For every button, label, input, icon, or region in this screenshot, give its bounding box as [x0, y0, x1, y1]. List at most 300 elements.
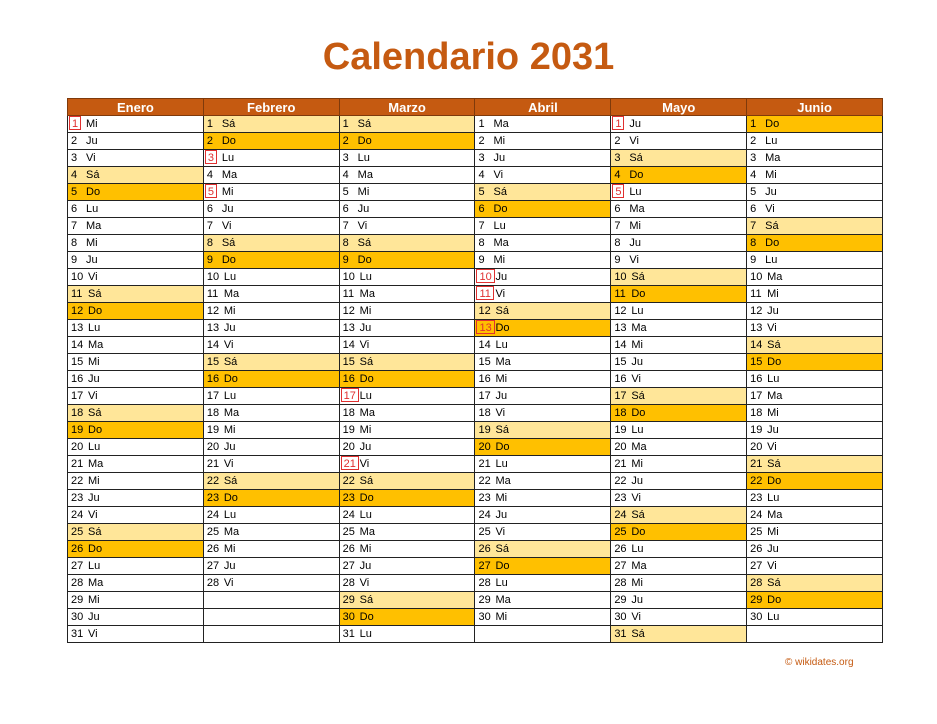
weekday-label: Do [223, 492, 238, 504]
day-number: 10 [614, 271, 627, 283]
weekday-label: Vi [86, 152, 96, 164]
weekday-label: Sá [493, 186, 507, 198]
weekday-label: Ma [357, 169, 373, 181]
day-number: 15 [614, 356, 627, 368]
day-cell [203, 490, 339, 507]
day-row [68, 490, 883, 507]
day-number: 25 [614, 526, 627, 538]
weekday-label: Mi [223, 424, 236, 436]
day-number: 5 [71, 186, 78, 198]
weekday-label: Ma [88, 577, 104, 589]
day-number: 26 [71, 543, 84, 555]
weekday-label: Lu [88, 560, 101, 572]
day-cell [339, 473, 475, 490]
page-title: Calendario 2031 [322, 36, 615, 78]
day-number: 9 [342, 254, 349, 266]
day-number: 9 [614, 254, 621, 266]
day-number: 11 [342, 288, 355, 300]
day-cell [611, 456, 747, 473]
day-number: 29 [614, 594, 627, 606]
day-cell [203, 269, 339, 286]
day-number: 22 [342, 475, 355, 487]
day-cell [203, 422, 339, 439]
weekday-label: Sá [223, 475, 238, 487]
day-cell [747, 388, 883, 405]
day-cell [203, 405, 339, 422]
day-number: 19 [342, 424, 355, 436]
day-number: 1 [478, 118, 485, 130]
day-number: 12 [478, 305, 491, 317]
day-cell [611, 490, 747, 507]
weekday-label: Vi [357, 220, 368, 232]
weekday-label: Do [631, 407, 646, 419]
holiday-marker: 17 [341, 388, 359, 402]
day-number [340, 388, 358, 404]
weekday-label: Lu [631, 305, 644, 317]
day-cell [747, 371, 883, 388]
weekday-label: Mi [631, 339, 643, 351]
day-cell [747, 405, 883, 422]
weekday-label: Vi [631, 611, 641, 623]
day-row [68, 269, 883, 286]
day-cell [747, 490, 883, 507]
day-row [68, 422, 883, 439]
day-row [68, 439, 883, 456]
day-cell [475, 405, 611, 422]
weekday-label: Do [631, 526, 646, 538]
day-cell [68, 286, 204, 303]
day-number: 4 [478, 169, 485, 181]
day-number: 10 [750, 271, 763, 283]
weekday-label: Mi [86, 237, 98, 249]
day-row [68, 218, 883, 235]
day-cell [475, 150, 611, 167]
day-number: 27 [71, 560, 84, 572]
day-cell [339, 405, 475, 422]
weekday-label: Ma [493, 118, 509, 130]
day-number: 20 [750, 441, 763, 453]
day-cell [747, 337, 883, 354]
day-cell [339, 422, 475, 439]
day-cell [203, 116, 339, 133]
day-number: 11 [750, 288, 762, 300]
day-number: 28 [342, 577, 355, 589]
day-cell [203, 201, 339, 218]
weekday-label: Ma [495, 356, 511, 368]
day-number: 29 [478, 594, 491, 606]
weekday-label: Do [88, 305, 103, 317]
weekday-label: Do [359, 492, 374, 504]
weekday-label: Ju [765, 186, 777, 198]
day-number: 31 [342, 628, 355, 640]
weekday-label: Vi [359, 577, 370, 589]
weekday-label: Ju [86, 135, 98, 147]
day-number: 3 [750, 152, 757, 164]
day-cell [747, 541, 883, 558]
day-row [68, 167, 883, 184]
day-cell [339, 235, 475, 252]
day-number: 20 [614, 441, 627, 453]
weekday-label: Vi [359, 458, 370, 470]
day-number: 21 [478, 458, 491, 470]
weekday-label: Sá [88, 288, 102, 300]
day-cell [68, 201, 204, 218]
day-number: 14 [342, 339, 355, 351]
day-number: 6 [342, 203, 349, 215]
day-cell [747, 558, 883, 575]
weekday-label: Mi [223, 543, 236, 555]
weekday-label: Sá [86, 169, 100, 181]
day-number: 15 [342, 356, 355, 368]
day-number: 29 [342, 594, 355, 606]
weekday-label: Ju [223, 441, 236, 453]
weekday-label: Lu [88, 322, 101, 334]
day-cell [611, 626, 747, 643]
day-number: 1 [206, 118, 213, 130]
holiday-marker: 5 [612, 184, 624, 198]
day-number [340, 456, 358, 472]
day-cell [747, 456, 883, 473]
day-number: 21 [750, 458, 763, 470]
weekday-label: Sá [631, 628, 645, 640]
day-number: 9 [750, 254, 757, 266]
day-cell [339, 320, 475, 337]
day-row [68, 388, 883, 405]
weekday-label: Do [223, 373, 238, 385]
day-number: 8 [342, 237, 349, 249]
weekday-label: Sá [359, 475, 374, 487]
day-number: 17 [478, 390, 491, 402]
holiday-marker: 13 [476, 320, 494, 334]
day-cell [611, 558, 747, 575]
day-number: 12 [206, 305, 220, 317]
day-cell [747, 252, 883, 269]
day-number: 27 [342, 560, 355, 572]
day-cell [747, 218, 883, 235]
day-cell [747, 116, 883, 133]
day-row [68, 558, 883, 575]
weekday-label: Sá [223, 356, 238, 368]
day-cell [203, 575, 339, 592]
weekday-label: Ma [767, 271, 783, 283]
day-number: 22 [206, 475, 220, 487]
day-cell [203, 558, 339, 575]
day-cell [475, 422, 611, 439]
day-number: 7 [478, 220, 485, 232]
weekday-label: Sá [631, 509, 645, 521]
day-cell [475, 184, 611, 201]
empty-cell [203, 592, 339, 609]
month-header-enero: Enero [68, 99, 204, 116]
day-number: 19 [478, 424, 491, 436]
day-cell [68, 337, 204, 354]
weekday-label: Mi [359, 543, 372, 555]
weekday-label: Lu [495, 577, 508, 589]
day-cell [68, 575, 204, 592]
day-cell [611, 575, 747, 592]
day-row [68, 337, 883, 354]
day-number: 22 [478, 475, 491, 487]
day-row [68, 456, 883, 473]
weekday-label: Do [765, 237, 780, 249]
day-cell [475, 218, 611, 235]
weekday-label: Ma [495, 594, 511, 606]
day-cell [203, 456, 339, 473]
weekday-label: Lu [357, 152, 370, 164]
day-number [475, 320, 493, 336]
day-number: 17 [71, 390, 84, 402]
day-cell [611, 167, 747, 184]
weekday-label: Ma [767, 509, 783, 521]
day-number: 4 [750, 169, 757, 181]
day-cell [475, 524, 611, 541]
day-cell [203, 371, 339, 388]
day-number [475, 269, 493, 285]
weekday-label: Vi [629, 135, 639, 147]
day-number: 31 [614, 628, 627, 640]
weekday-label: Ju [88, 373, 100, 385]
weekday-label: Mi [223, 305, 236, 317]
day-cell [611, 320, 747, 337]
day-cell [611, 473, 747, 490]
holiday-marker: 5 [205, 184, 217, 198]
day-cell [203, 507, 339, 524]
day-number: 26 [206, 543, 220, 555]
day-number: 7 [206, 220, 213, 232]
day-cell [339, 626, 475, 643]
weekday-label: Lu [223, 271, 237, 283]
day-number: 8 [71, 237, 78, 249]
day-row [68, 371, 883, 388]
day-cell [475, 303, 611, 320]
day-number: 25 [71, 526, 84, 538]
day-number: 23 [614, 492, 627, 504]
weekday-label: Lu [631, 424, 644, 436]
day-row [68, 150, 883, 167]
day-number: 15 [71, 356, 84, 368]
holiday-marker: 3 [205, 150, 217, 164]
day-cell [475, 388, 611, 405]
weekday-label: Ma [88, 339, 104, 351]
day-number: 14 [614, 339, 627, 351]
weekday-label: Lu [631, 543, 644, 555]
weekday-label: Mi [767, 526, 779, 538]
day-number: 18 [342, 407, 355, 419]
day-cell [68, 439, 204, 456]
weekday-label: Ma [221, 169, 238, 181]
day-number: 2 [478, 135, 485, 147]
day-number: 22 [71, 475, 84, 487]
day-row [68, 507, 883, 524]
day-number: 2 [342, 135, 349, 147]
day-cell [339, 575, 475, 592]
weekday-label: Ju [767, 543, 779, 555]
day-number: 19 [614, 424, 627, 436]
weekday-label: Vi [631, 492, 641, 504]
day-cell [68, 116, 204, 133]
month-header-febrero: Febrero [203, 99, 339, 116]
weekday-label: Do [221, 254, 236, 266]
day-cell [339, 303, 475, 320]
weekday-label: Lu [359, 390, 372, 402]
day-number [68, 116, 84, 132]
day-cell [203, 439, 339, 456]
day-row [68, 201, 883, 218]
day-cell [68, 456, 204, 473]
weekday-label: Lu [493, 220, 506, 232]
day-cell [339, 507, 475, 524]
weekday-label: Vi [495, 288, 506, 300]
day-number: 19 [750, 424, 763, 436]
day-number: 3 [342, 152, 349, 164]
weekday-label: Sá [221, 118, 236, 130]
day-cell [203, 286, 339, 303]
day-cell [68, 507, 204, 524]
day-number: 20 [71, 441, 84, 453]
weekday-label: Sá [495, 543, 509, 555]
day-cell [475, 286, 611, 303]
day-cell [611, 524, 747, 541]
day-number: 24 [71, 509, 84, 521]
weekday-label: Mi [495, 611, 508, 623]
day-number: 4 [342, 169, 349, 181]
day-number: 16 [342, 373, 355, 385]
day-number: 29 [71, 594, 84, 606]
weekday-label: Ju [495, 390, 508, 402]
day-cell [611, 422, 747, 439]
day-number: 2 [71, 135, 78, 147]
day-cell [747, 609, 883, 626]
day-cell [203, 337, 339, 354]
day-row [68, 303, 883, 320]
empty-cell [747, 626, 883, 643]
day-number: 4 [206, 169, 213, 181]
weekday-label: Vi [493, 169, 504, 181]
day-number: 25 [750, 526, 763, 538]
day-number: 10 [342, 271, 355, 283]
day-cell [68, 184, 204, 201]
day-number: 6 [71, 203, 78, 215]
day-cell [339, 201, 475, 218]
day-number: 26 [750, 543, 763, 555]
day-cell [475, 116, 611, 133]
day-cell [611, 337, 747, 354]
day-cell [68, 405, 204, 422]
weekday-label: Ju [223, 560, 236, 572]
weekday-label: Mi [631, 577, 643, 589]
day-cell [339, 354, 475, 371]
weekday-label: Lu [767, 373, 780, 385]
day-number: 24 [342, 509, 355, 521]
weekday-label: Ju [767, 305, 779, 317]
day-cell [339, 439, 475, 456]
day-cell [203, 524, 339, 541]
day-cell [747, 592, 883, 609]
weekday-label: Sá [495, 305, 509, 317]
weekday-label: Sá [88, 526, 102, 538]
day-cell [68, 558, 204, 575]
weekday-label: Mi [495, 373, 508, 385]
day-number: 14 [750, 339, 763, 351]
weekday-label: Vi [767, 322, 777, 334]
day-cell [747, 354, 883, 371]
day-cell [475, 371, 611, 388]
weekday-label: Vi [495, 407, 506, 419]
day-number: 27 [614, 560, 627, 572]
day-number: 11 [614, 288, 626, 300]
day-cell [611, 405, 747, 422]
weekday-label: Sá [221, 237, 236, 249]
weekday-label: Vi [223, 458, 234, 470]
weekday-label: Do [495, 322, 510, 334]
day-cell [747, 133, 883, 150]
day-cell [611, 592, 747, 609]
day-cell [203, 541, 339, 558]
day-cell [339, 541, 475, 558]
holiday-marker: 21 [341, 456, 359, 470]
weekday-label: Ju [631, 594, 643, 606]
weekday-label: Do [493, 203, 508, 215]
weekday-label: Ju [359, 441, 372, 453]
day-number: 7 [71, 220, 78, 232]
day-number [475, 286, 493, 302]
holiday-marker: 1 [612, 116, 624, 130]
weekday-label: Mi [767, 407, 779, 419]
day-cell [475, 558, 611, 575]
weekday-label: Sá [629, 152, 643, 164]
day-row [68, 541, 883, 558]
day-number [204, 184, 220, 200]
day-cell [611, 133, 747, 150]
day-number: 7 [750, 220, 757, 232]
day-row [68, 184, 883, 201]
day-cell [68, 167, 204, 184]
day-number: 24 [614, 509, 627, 521]
day-number: 20 [206, 441, 220, 453]
weekday-label: Sá [765, 220, 779, 232]
day-number: 23 [71, 492, 84, 504]
weekday-label: Do [631, 288, 646, 300]
month-header-mayo: Mayo [611, 99, 747, 116]
day-cell [68, 626, 204, 643]
day-cell [475, 473, 611, 490]
day-number: 28 [71, 577, 84, 589]
day-number: 30 [614, 611, 627, 623]
day-number: 13 [614, 322, 627, 334]
day-number: 22 [614, 475, 627, 487]
day-cell [339, 490, 475, 507]
day-cell [611, 371, 747, 388]
weekday-label: Ju [495, 271, 508, 283]
day-row [68, 320, 883, 337]
day-number: 16 [206, 373, 220, 385]
day-number: 15 [478, 356, 491, 368]
weekday-label: Do [88, 424, 103, 436]
weekday-label: Ma [359, 407, 375, 419]
day-cell [339, 116, 475, 133]
weekday-label: Ju [631, 475, 643, 487]
weekday-label: Ma [629, 203, 645, 215]
day-cell [339, 456, 475, 473]
weekday-label: Do [359, 373, 374, 385]
day-number: 25 [342, 526, 355, 538]
day-cell [68, 422, 204, 439]
weekday-label: Ju [359, 322, 372, 334]
day-number: 30 [342, 611, 355, 623]
weekday-label: Sá [357, 237, 372, 249]
weekday-label: Ju [629, 118, 641, 130]
day-number: 8 [750, 237, 757, 249]
